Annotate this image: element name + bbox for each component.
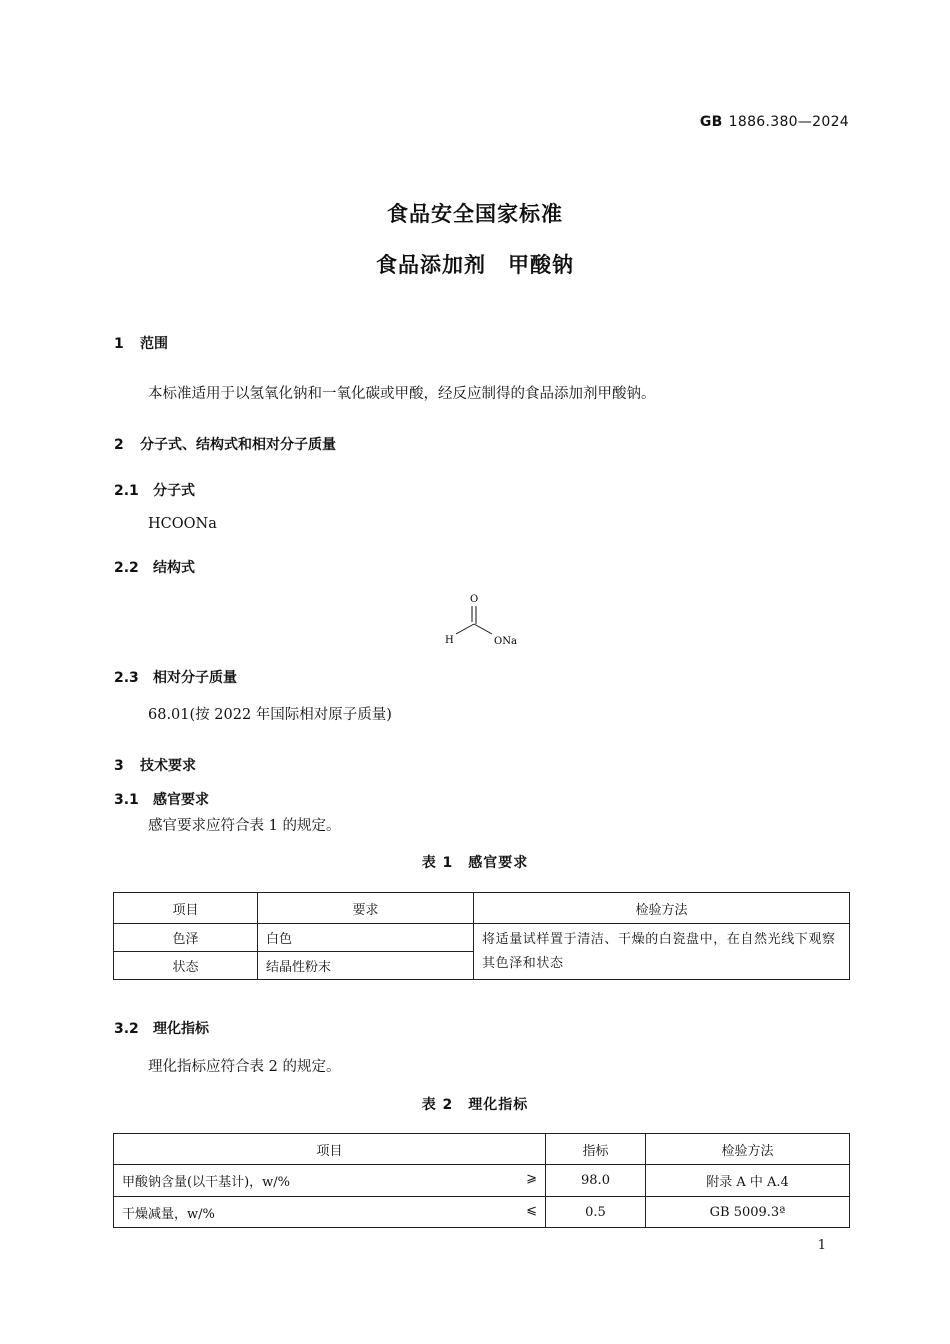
item-cell: 色泽 <box>114 924 258 952</box>
section-number: 3.2 <box>114 1021 139 1037</box>
table-row <box>114 1197 850 1228</box>
method-cell: 附录 A 中 A.4 <box>646 1165 850 1197</box>
section-3-heading <box>114 755 196 775</box>
document-title: 食品安全国家标准 <box>387 202 563 226</box>
ona-label: ONa <box>494 636 517 647</box>
page-number: 1 <box>817 1238 826 1253</box>
table-header-cell: 项目 <box>114 1134 546 1165</box>
value-cell: 0.5 <box>546 1197 646 1228</box>
requirement-cell: 白色 <box>258 924 474 952</box>
table-header-row <box>114 893 850 924</box>
section-title: 分子式、结构式和相对分子质量 <box>140 437 336 453</box>
section-number: 2.1 <box>114 483 139 499</box>
section-title: 结构式 <box>153 560 195 576</box>
table-header-cell: 要求 <box>258 893 474 924</box>
section-2-1-heading <box>114 480 195 500</box>
table-header-cell: 项目 <box>114 893 258 924</box>
section-title: 技术要求 <box>140 758 196 774</box>
molecular-mass-text: 68.01(按 2022 年国际相对原子质量) <box>148 707 392 723</box>
section-2-2-heading <box>114 557 195 577</box>
bond-line <box>456 624 474 634</box>
section-title: 分子式 <box>153 483 195 499</box>
item-cell: 状态 <box>114 952 258 980</box>
greater-equal-sign: ⩾ <box>526 1171 537 1186</box>
table-header-cell: 检验方法 <box>646 1134 850 1165</box>
section-number: 3.1 <box>114 792 139 808</box>
section-3-1-paragraph: 感官要求应符合表 1 的规定。 <box>148 818 341 834</box>
value-cell: 98.0 <box>546 1165 646 1197</box>
section-3-2-paragraph: 理化指标应符合表 2 的规定。 <box>148 1059 341 1075</box>
section-title: 感官要求 <box>153 792 209 808</box>
section-number: 2.2 <box>114 560 139 576</box>
section-number: 1 <box>114 336 124 352</box>
molecular-formula: HCOONa <box>148 516 217 532</box>
section-1-heading <box>114 333 168 353</box>
table-row <box>114 924 850 952</box>
oxygen-label: O <box>470 594 479 605</box>
section-3-2-heading <box>114 1018 209 1038</box>
item-cell <box>114 1165 546 1197</box>
section-title: 相对分子质量 <box>153 670 237 686</box>
table-1 <box>113 892 850 980</box>
section-title: 范围 <box>140 336 168 352</box>
section-3-1-heading <box>114 789 209 809</box>
section-2-3-heading <box>114 667 237 687</box>
method-cell: GB 5009.3ª <box>646 1197 850 1228</box>
structural-formula <box>430 588 540 652</box>
section-number: 2.3 <box>114 670 139 686</box>
section-1-paragraph: 本标准适用于以氢氧化钠和一氧化碳或甲酸，经反应制得的食品添加剂甲酸钠。 <box>148 386 656 402</box>
table-header-cell: 检验方法 <box>474 893 850 924</box>
standard-prefix: GB <box>699 114 723 130</box>
standard-number: 1886.380—2024 <box>728 114 849 130</box>
section-2-heading <box>114 434 336 454</box>
less-equal-sign: ⩽ <box>526 1202 537 1218</box>
item-label: 干燥减量，w/% <box>122 1206 215 1222</box>
bond-line <box>474 624 492 634</box>
hydrogen-label: H <box>445 635 454 646</box>
table-header-row <box>114 1134 850 1165</box>
section-number: 2 <box>114 437 124 453</box>
item-label: 甲酸钠含量(以干基计)，w/% <box>122 1175 291 1190</box>
standard-code <box>700 114 849 130</box>
requirement-cell: 结晶性粉末 <box>258 952 474 980</box>
table-2-caption: 表 2 理化指标 <box>421 1097 529 1113</box>
document-subtitle: 食品添加剂 甲酸钠 <box>376 253 574 277</box>
method-cell: 将适量试样置于清洁、干燥的白瓷盘中，在自然光线下观察其色泽和状态 <box>474 924 850 980</box>
table-row <box>114 1165 850 1197</box>
section-title: 理化指标 <box>153 1021 209 1037</box>
item-cell <box>114 1197 546 1228</box>
table-2 <box>113 1133 850 1228</box>
table-header-cell: 指标 <box>546 1134 646 1165</box>
section-number: 3 <box>114 758 124 774</box>
table-1-caption: 表 1 感官要求 <box>421 855 529 871</box>
